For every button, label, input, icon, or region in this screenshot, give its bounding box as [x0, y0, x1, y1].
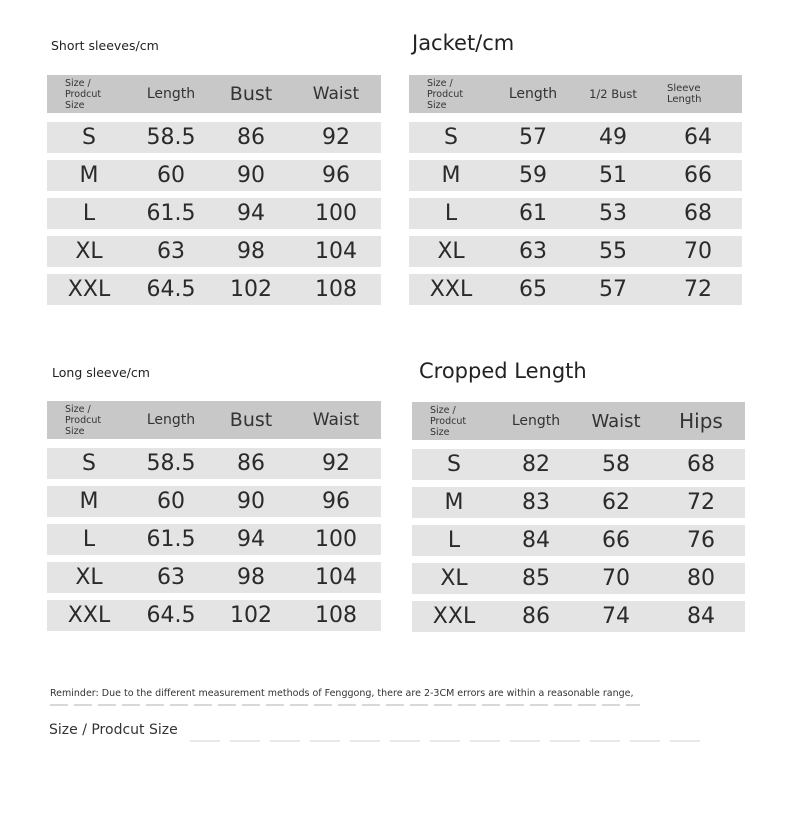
- header-hips: Hips: [679, 409, 723, 433]
- header-length: Length: [511, 413, 561, 429]
- table-row: XL 85 70 80: [412, 563, 745, 594]
- table-row: XL 63 55 70: [409, 236, 742, 267]
- table-row: XL 63 98 104: [47, 562, 381, 593]
- table-title-short-sleeves: Short sleeves/cm: [51, 38, 159, 53]
- table-row: S 82 58 68: [412, 449, 745, 480]
- header-bust: Bust: [229, 83, 273, 105]
- header-waist: Waist: [591, 410, 641, 432]
- table-title-long-sleeve: Long sleeve/cm: [52, 365, 150, 380]
- header-length: Length: [146, 412, 196, 428]
- table-row: XL 63 98 104: [47, 236, 381, 267]
- table-header: [47, 75, 381, 113]
- table-title-cropped-length: Cropped Length: [419, 359, 587, 383]
- header-half-bust: 1/2 Bust: [589, 87, 637, 101]
- size-header: Size / Prodcut Size: [65, 403, 102, 437]
- table-header: [412, 402, 745, 440]
- table-row: XXL 64.5 102 108: [47, 274, 381, 305]
- footer-size-label: Size / Prodcut Size: [49, 722, 178, 738]
- header-waist: Waist: [312, 84, 360, 104]
- header-length: Length: [508, 86, 558, 102]
- table-header: [409, 75, 742, 113]
- table-row: S 58.5 86 92: [47, 448, 381, 479]
- table-row: L 84 66 76: [412, 525, 745, 556]
- header-length: Length: [146, 86, 196, 102]
- table-row: XXL 86 74 84: [412, 601, 745, 632]
- table-row: M 60 90 96: [47, 486, 381, 517]
- header-bust: Bust: [229, 409, 273, 431]
- table-row: L 61 53 68: [409, 198, 742, 229]
- reminder-divider: [50, 704, 640, 706]
- size-header: Size / Prodcut Size: [65, 77, 102, 111]
- measurement-reminder: Reminder: Due to the different measurement methods of Fenggong, there are 2-3CM errors are within a reasonable range,: [50, 688, 634, 699]
- table-row: L 61.5 94 100: [47, 524, 381, 555]
- table-row: XXL 64.5 102 108: [47, 600, 381, 631]
- table-header: [47, 401, 381, 439]
- size-header: Size / Prodcut Size: [430, 404, 467, 438]
- table-row: S 57 49 64: [409, 122, 742, 153]
- table-row: M 59 51 66: [409, 160, 742, 191]
- table-row: S 58.5 86 92: [47, 122, 381, 153]
- footer-divider: [190, 740, 710, 742]
- table-row: L 61.5 94 100: [47, 198, 381, 229]
- table-row: XXL 65 57 72: [409, 274, 742, 305]
- size-header: Size / Prodcut Size: [427, 77, 464, 111]
- table-row: M 83 62 72: [412, 487, 745, 518]
- header-sleeve-length: Sleeve Length: [667, 83, 702, 105]
- table-row: M 60 90 96: [47, 160, 381, 191]
- header-waist: Waist: [312, 410, 360, 430]
- table-title-jacket: Jacket/cm: [412, 31, 515, 55]
